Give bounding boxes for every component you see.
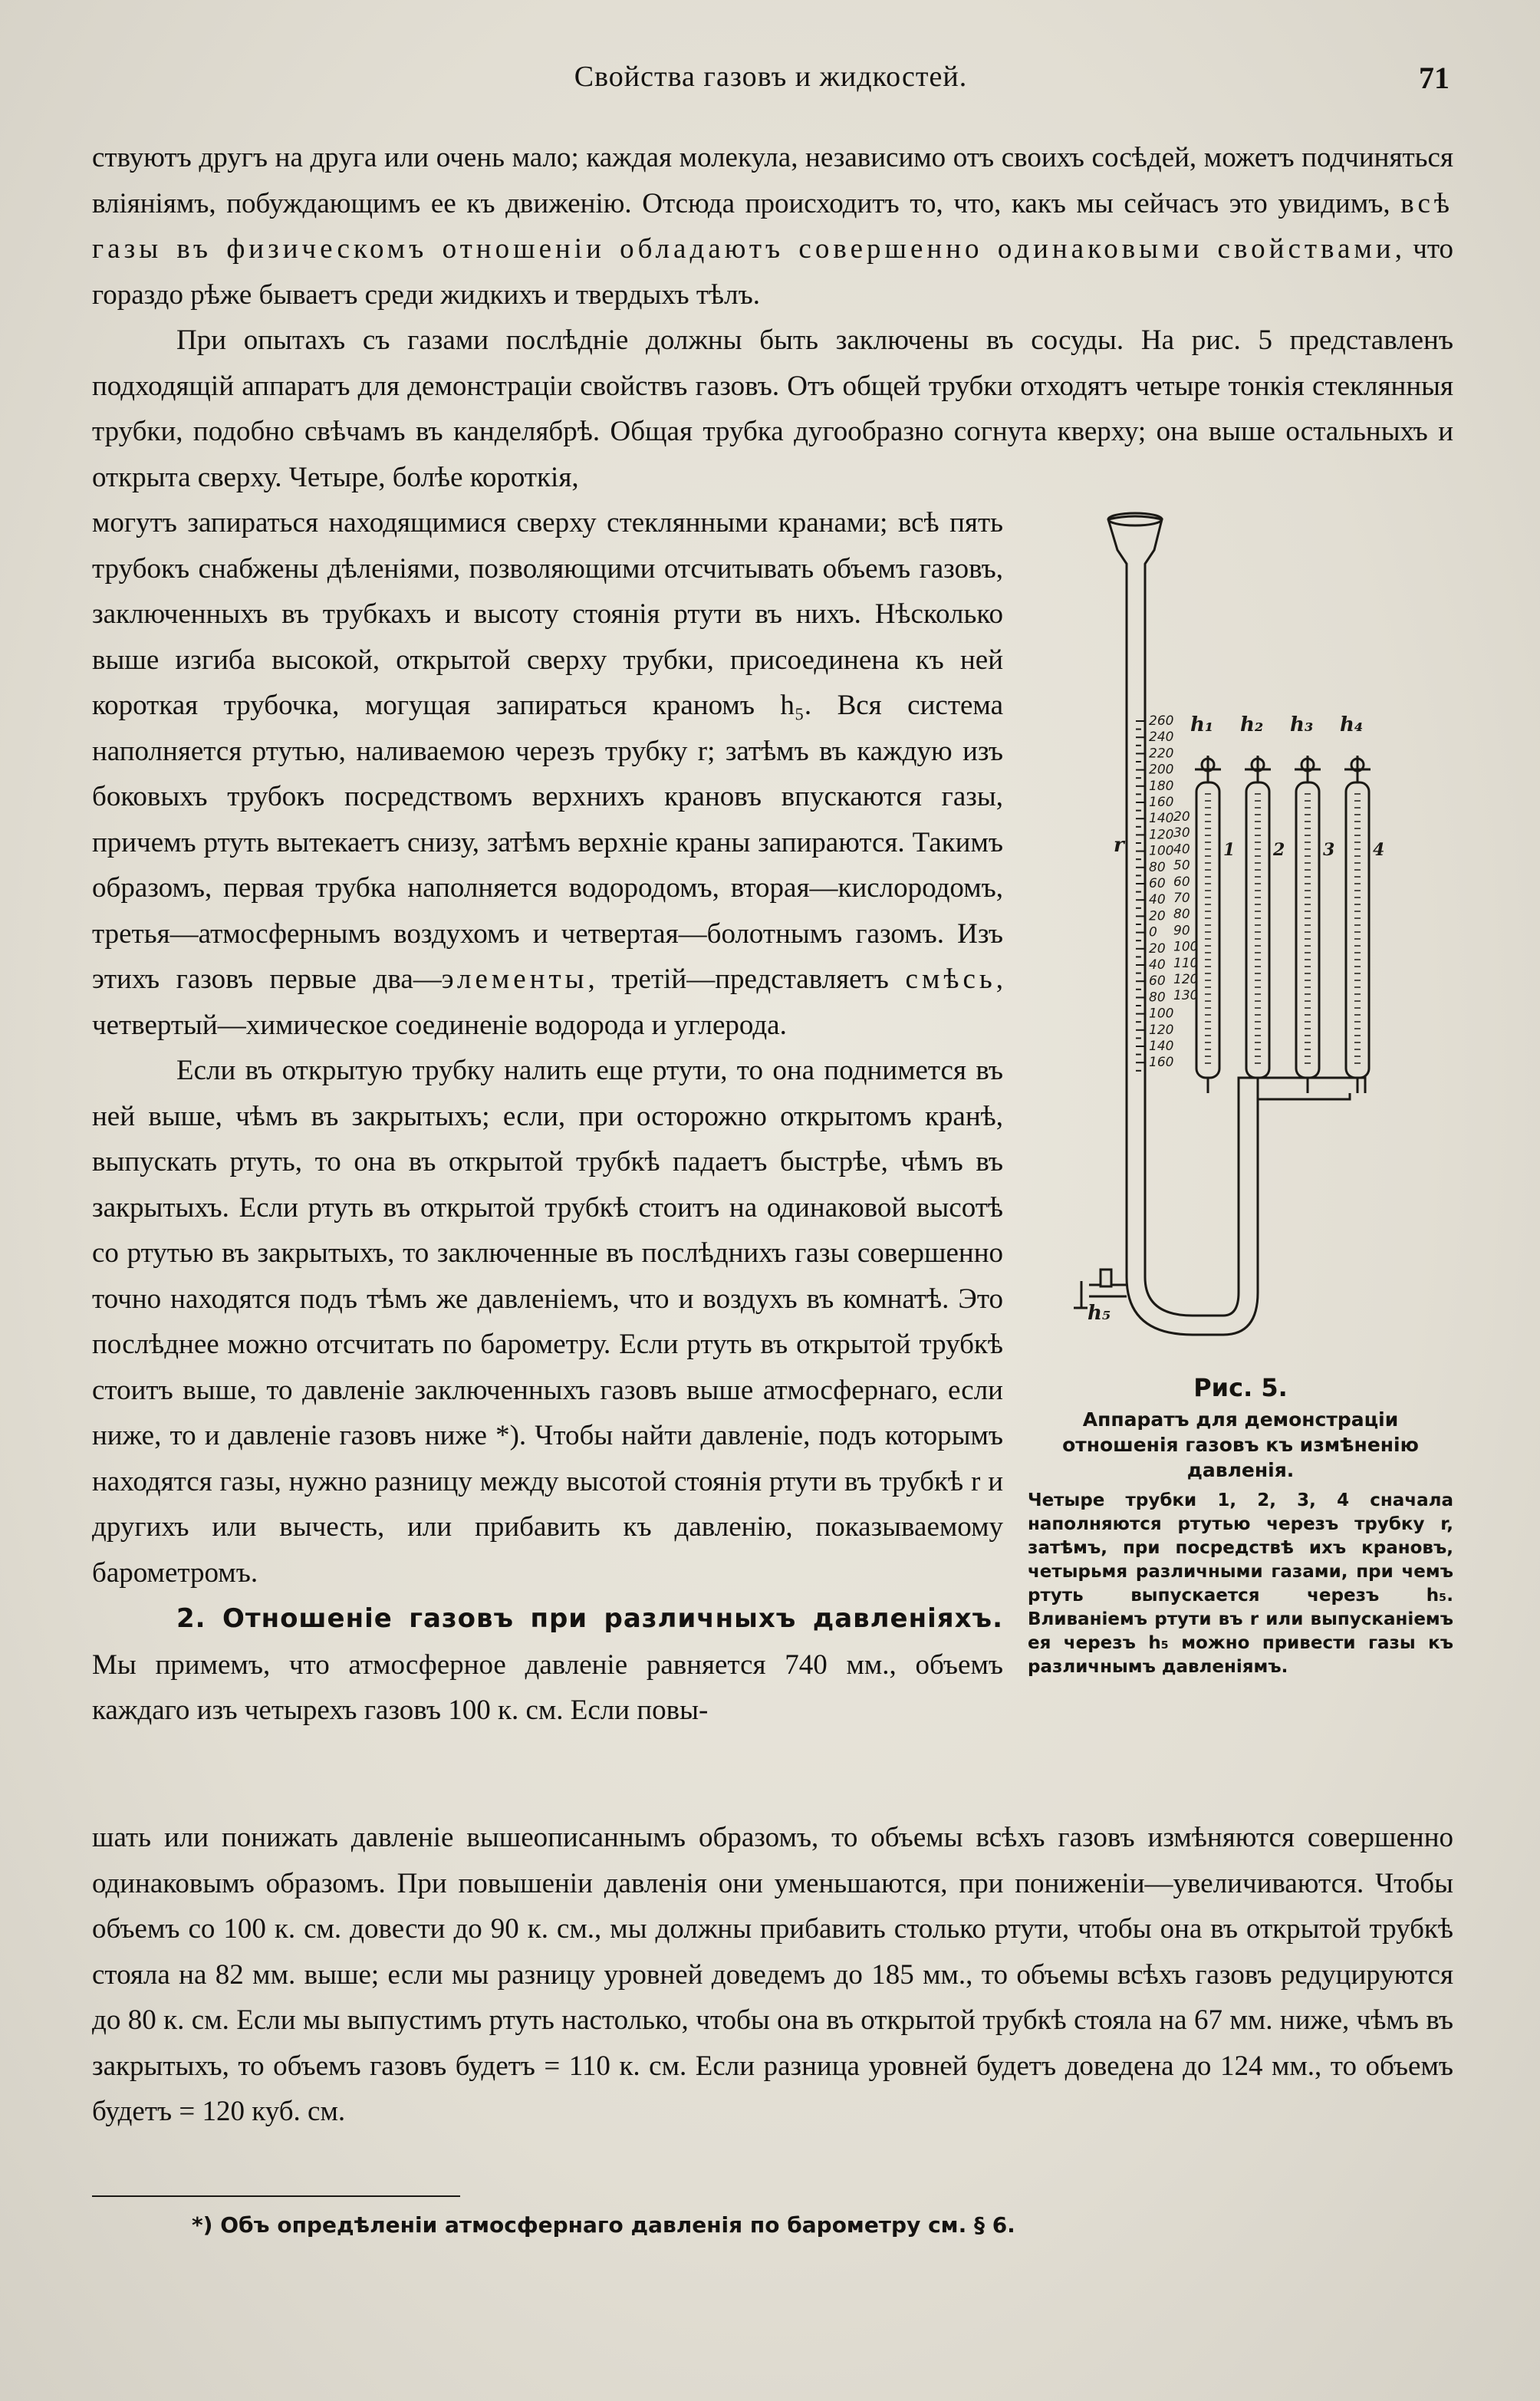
closed-scale-label: 110 [1173,955,1199,971]
open-scale-label: 0 [1149,924,1157,940]
closed-scale-label: 50 [1173,858,1190,874]
open-scale-label: 80 [1149,859,1166,875]
open-scale-label: 100 [1149,1006,1174,1022]
paragraph-4-narrow [92,1596,1003,1734]
figure-title: Аппаратъ для демонстраціи отношенія газовъ къ измѣненію давленія. [1062,1408,1419,1481]
figure-5-apparatus [1028,510,1453,1385]
closed-scale-label: 120 [1173,972,1199,987]
emphasis-elements: элементы [441,963,588,995]
paragraph-2-narrow-part-b: , третій—представляетъ [587,963,906,995]
open-tube-left-wall [1108,519,1127,1277]
drain-label-h5: h₅ [1088,1302,1111,1325]
closed-scale-label: 130 [1173,988,1199,1004]
open-scale-label: 60 [1149,876,1166,891]
paragraph-2-narrow-part-a: могутъ запираться находящимися сверху стеклянными кранами; всѣ пять трубокъ снабжены дѣленіями, позволяющими отсчитывать объемъ газовъ, заключенныхъ въ трубкахъ и высоту стоянія ртути въ нихъ. Нѣсколько выше изгиба высокой, открытой сверху трубки, присоединена къ ней короткая трубочка, могущая запираться краномъ h₅. Вся система наполняется ртутью, наливаемою черезъ трубку r; затѣмъ въ каждую изъ боковыхъ трубокъ посредствомъ верхнихъ крановъ впускаются газы, причемъ ртуть вытекаетъ снизу, затѣмъ верхніе краны запираются. Такимъ образомъ, первая трубка наполняется водородомъ, вторая—кислородомъ, третья—атмосфернымъ воздухомъ и четвертая—болотнымъ газомъ. Изъ этихъ газовъ первые два— [92,507,1003,995]
paragraph-4-full: шать или понижать давленіе вышеописаннымъ образомъ, то объемы всѣхъ газовъ измѣняются совершенно одинаковымъ образомъ. При повышеніи давленія они уменьшаются, при пониженіи—увеличиваются. Чтобы объемъ со 100 к. см. довести до 90 к. см., мы должны прибавить столько ртути, чтобы она въ открытой трубкѣ стояла на 82 мм. выше; если мы разницу уровней доведемъ до 185 мм., то объемы всѣхъ газовъ редуцируются до 80 к. см. Если мы выпустимъ ртуть настолько, чтобы она въ открытой трубкѣ стояла на 67 мм. ниже, чѣмъ въ закрытыхъ, то объемъ газовъ будетъ = 110 к. см. Если разница уровней будетъ доведена до 124 мм., то объемъ будетъ = 120 куб. см. [92,1822,1453,2127]
open-scale-label: 140 [1149,811,1174,827]
paragraph-1 [92,135,1453,318]
open-scale-label: 160 [1149,795,1174,810]
closed-scale-label: 20 [1173,809,1190,825]
open-scale-label: 120 [1149,1022,1174,1038]
tap-label-h2: h₂ [1240,713,1264,736]
open-scale-label: 20 [1149,908,1166,924]
closed-scale-label: 60 [1173,874,1190,890]
open-scale-label: 160 [1149,1055,1174,1071]
paragraph-3: Если въ открытую трубку налить еще ртути, то она поднимется въ ней выше, чѣмъ въ закрытыхъ; если, при осторожно открытомъ кранѣ, выпускать ртуть, то она въ открытой трубкѣ падаетъ быстрѣе, чѣмъ въ закрытыхъ. Если ртуть въ открытой трубкѣ стоитъ на одинаковой высотѣ со ртутью въ закрытыхъ, то заключенные въ послѣднихъ газы совершенно точно находятся подъ тѣмъ же давленіемъ, что и воздухъ въ комнатѣ. Это послѣднее можно отсчитать по барометру. Если ртуть въ открытой трубкѣ стоитъ выше, то давленіе заключенныхъ газовъ выше атмосфернаго, если ниже, то и давленіе газовъ ниже *). Чтобы найти давленіе, подъ которымъ находятся газы, нужно разницу между высотой стоянія ртути въ трубкѣ r и другихъ или вычесть, или прибавить къ давленію, показываемому барометромъ. [92,1055,1003,1589]
emphasis-mixture: смѣсь [905,963,996,995]
closed-scale-label: 70 [1173,891,1190,906]
apparatus-drawing [1028,510,1453,1385]
tap-label-h3: h₃ [1290,713,1314,736]
open-scale-label: 40 [1149,892,1166,908]
tube-number-3: 3 [1323,840,1335,860]
tube-number-2: 2 [1273,840,1285,860]
closed-tube-scale-labels [1173,809,1198,1003]
paragraph-4-narrow-text: Мы примемъ, что атмосферное давленіе равняется 740 мм., объемъ каждаго изъ четырехъ газовъ 100 к. см. Если повы- [92,1648,1003,1726]
open-scale-label: 60 [1149,973,1166,990]
text-block-top [92,135,1453,500]
tube-number-1: 1 [1223,840,1236,860]
tap-label-h4: h₄ [1340,713,1364,736]
open-tube-scale-ticks [1136,721,1145,1071]
tap-label-h1: h₁ [1190,713,1214,736]
open-scale-label: 20 [1149,940,1166,957]
running-title: Свойства газовъ и жидкостей. [574,61,968,93]
figure-description: Четыре трубки 1, 2, 3, 4 сначала наполняются ртутью черезъ трубку r, затѣмъ, при посредствѣ ихъ крановъ, четырьмя различными газами, при чемъ ртуть выпускается черезъ h₅. Вливаніемъ ртути въ r или выпусканіемъ ея черезъ h₅ можно привести газы къ различнымъ давленіямъ. [1028,1490,1453,1677]
closed-tube-scale-ticks [1205,794,1361,1063]
figure-caption [1028,1373,1453,1679]
page-number: 71 [1419,61,1450,95]
section-heading: 2. Отношеніе газовъ при различныхъ давленіяхъ. [176,1603,1003,1634]
text-block-narrow [92,500,1003,1734]
closed-scale-label: 90 [1173,923,1190,939]
open-scale-label: 260 [1149,713,1174,729]
footnote-divider [92,2195,460,2197]
closed-scale-label: 40 [1173,842,1190,858]
figure-label: Рис. 5. [1193,1373,1288,1402]
closed-scale-label: 100 [1173,939,1199,955]
open-scale-label: 80 [1149,990,1166,1006]
open-scale-label: 180 [1149,778,1174,794]
paragraph-2-narrow-part-c: , четвертый—химическое соединеніе водорода и углерода. [92,963,1003,1041]
open-scale-label: 220 [1149,746,1174,762]
open-scale-label: 120 [1149,827,1174,843]
footnote: *) Объ опредѣленіи атмосфернаго давленія по барометру см. § 6. [192,2212,1015,2238]
page-header [92,60,1450,106]
open-scale-label: 40 [1149,957,1166,973]
paragraph-1-emphasis: всѣ газы въ физическомъ отношеніи обладаютъ совершенно одинаковыми свойствами [92,187,1453,265]
paragraph-1-part-b: , что гораздо рѣже бываетъ среди жидкихъ и твердыхъ тѣлъ. [92,233,1454,311]
open-tube-label-r: r [1114,834,1124,857]
open-tube-scale-labels [1149,713,1173,1070]
closed-scale-label: 80 [1173,907,1190,923]
open-scale-label: 100 [1149,843,1174,859]
paragraph-2-narrow [92,500,1003,1048]
paragraph-2-full: При опытахъ съ газами послѣдніе должны быть заключены въ сосуды. На рис. 5 представленъ подходящій аппаратъ для демонстраціи свойствъ газовъ. Отъ общей трубки отходятъ четыре тонкія стеклянныя трубки, подобно свѣчамъ въ канделябрѣ. Общая трубка дугообразно согнута кверху; она выше остальныхъ и открыта сверху. Четыре, болѣе короткія, [92,324,1453,493]
paragraph-1-part-a: ствуютъ другъ на друга или очень мало; каждая молекула, независимо отъ своихъ сосѣдей, можетъ подчиняться вліяніямъ, побуждающимъ ее къ движенію. Отсюда происходитъ то, что, какъ мы сейчасъ это увидимъ, [92,142,1453,219]
closed-tubes [1195,756,1371,1093]
tube-number-4: 4 [1373,840,1385,860]
closed-scale-label: 30 [1173,825,1190,842]
open-scale-label: 240 [1149,730,1174,746]
open-scale-label: 140 [1149,1039,1174,1054]
open-scale-label: 200 [1149,762,1174,778]
text-block-bottom [92,1815,1453,2135]
